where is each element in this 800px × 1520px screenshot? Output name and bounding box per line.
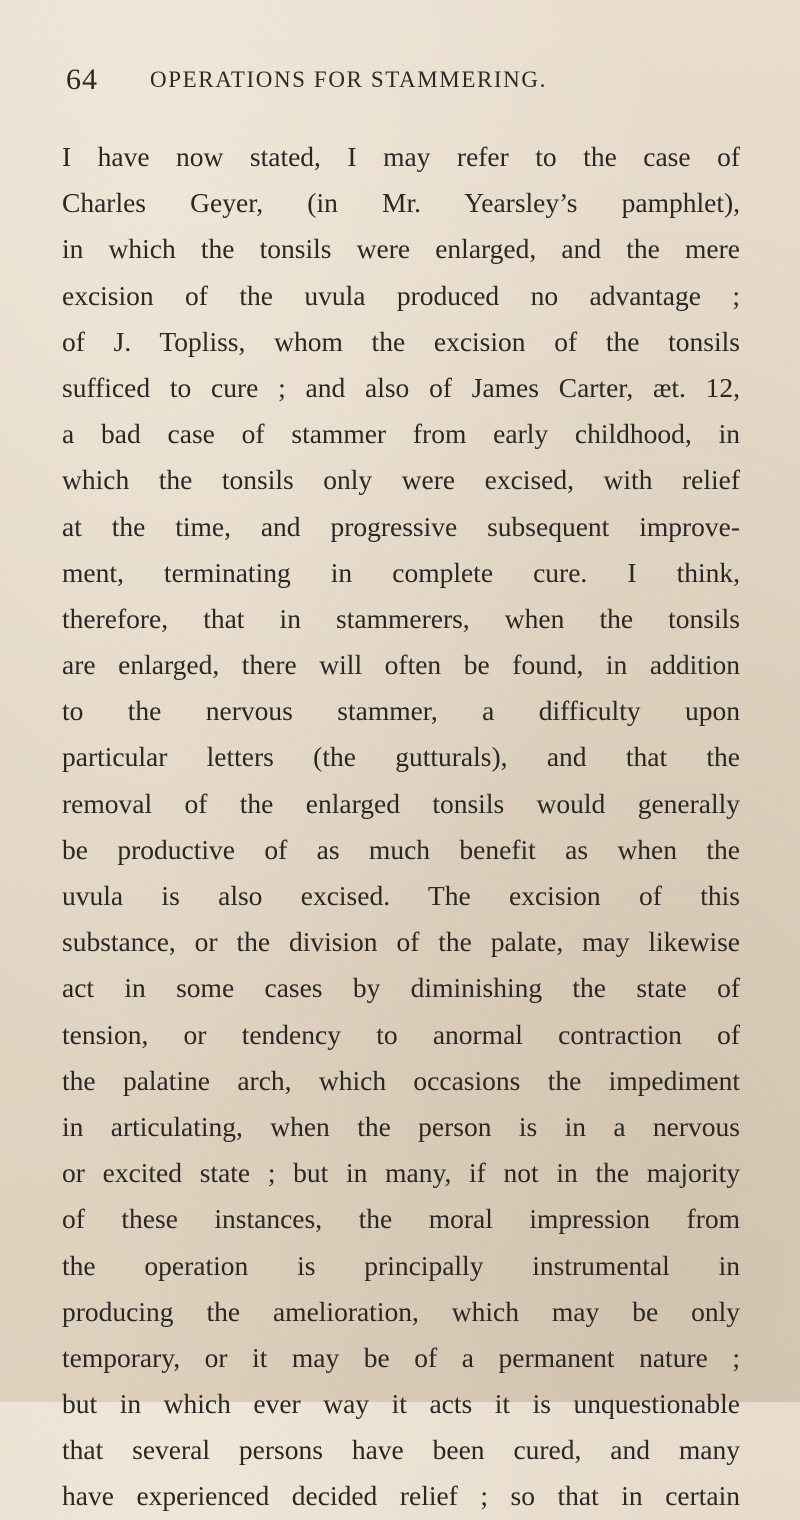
text-line: of these instances, the moral impression from	[62, 1203, 740, 1235]
text-line: at the time, and progressive subsequent improve-	[62, 510, 740, 542]
running-head	[66, 60, 746, 100]
running-title: OPERATIONS FOR STAMMERING.	[150, 67, 547, 92]
text-line: substance, or the division of the palate, may likewise	[62, 926, 740, 958]
text-line: producing the amelioration, which may be only	[62, 1295, 740, 1327]
text-line: I have now stated, I may refer to the case of	[62, 141, 740, 172]
text-line: excision of the uvula produced no advantage ;	[62, 279, 740, 311]
text-line: that several persons have been cured, and many	[62, 1434, 740, 1466]
text-line: have experienced decided relief ; so that in certain	[62, 1480, 740, 1512]
text-line: tension, or tendency to anormal contraction of	[62, 1018, 740, 1050]
text-line: the palatine arch, which occasions the impediment	[62, 1064, 740, 1096]
text-line: which the tonsils only were excised, with relief	[62, 464, 740, 496]
text-line: the operation is principally instrumental in	[62, 1249, 740, 1281]
text-line: are enlarged, there will often be found, in addition	[62, 649, 740, 681]
text-line: or excited state ; but in many, if not in the majority	[62, 1157, 740, 1189]
text-line: removal of the enlarged tonsils would generally	[62, 787, 740, 819]
text-line: sufficed to cure ; and also of James Carter, æt. 12,	[62, 371, 740, 403]
text-line: a bad case of stammer from early childhood, in	[62, 418, 740, 450]
page-number: 64	[66, 63, 98, 96]
text-line: be productive of as much benefit as when the	[62, 833, 740, 865]
body-text	[62, 134, 740, 1520]
text-line: act in some cases by diminishing the state of	[62, 972, 740, 1004]
text-line: Charles Geyer, (in Mr. Yearsley’s pamphlet),	[62, 187, 740, 219]
text-line: temporary, or it may be of a permanent nature ;	[62, 1341, 740, 1373]
text-line: of J. Topliss, whom the excision of the tonsils	[62, 325, 740, 357]
text-line: to the nervous stammer, a difficulty upon	[62, 695, 740, 727]
text-line: but in which ever way it acts it is unquestionable	[62, 1388, 740, 1420]
text-line: in which the tonsils were enlarged, and the mere	[62, 233, 740, 265]
text-line: particular letters (the gutturals), and that the	[62, 741, 740, 773]
text-line: uvula is also excised. The excision of this	[62, 880, 740, 911]
text-line: ment, terminating in complete cure. I think,	[62, 556, 740, 588]
text-line: therefore, that in stammerers, when the tonsils	[62, 602, 740, 634]
text-line: in articulating, when the person is in a nervous	[62, 1110, 740, 1142]
